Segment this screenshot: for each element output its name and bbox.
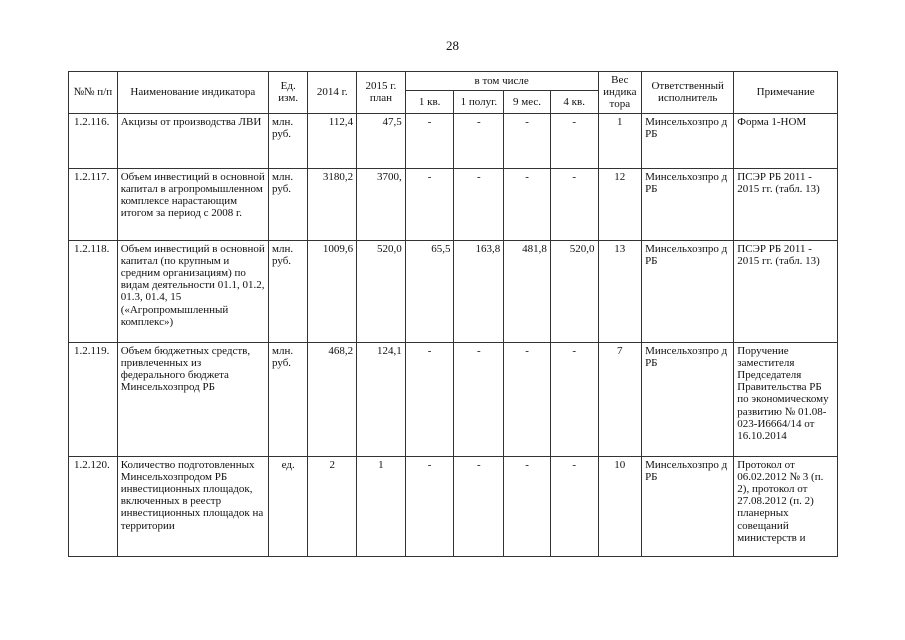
cell-h1: - <box>454 342 504 456</box>
header-9m: 9 мес. <box>504 90 551 113</box>
cell-num: 1.2.117. <box>69 168 118 240</box>
header-name: Наименование индикатора <box>117 72 268 114</box>
cell-weight: 12 <box>598 168 642 240</box>
cell-num: 1.2.116. <box>69 113 118 168</box>
page-number: 28 <box>446 38 459 53</box>
header-2014: 2014 г. <box>308 72 357 114</box>
header-h1: 1 полуг. <box>454 90 504 113</box>
cell-2014: 1009,6 <box>308 240 357 342</box>
indicators-table <box>68 71 838 557</box>
cell-unit: ед. <box>269 456 308 556</box>
cell-2014: 112,4 <box>308 113 357 168</box>
cell-note: Поручение заместителя Председателя Правительства РБ по экономическому развитию № 01.08-023-И6664/14 от 16.10.2014 <box>734 342 838 456</box>
cell-unit: млн. руб. <box>269 342 308 456</box>
cell-2015: 520,0 <box>357 240 406 342</box>
cell-weight: 1 <box>598 113 642 168</box>
header-note: Примечание <box>734 72 838 114</box>
header-weight: Вес индика тора <box>598 72 642 114</box>
cell-2015: 1 <box>357 456 406 556</box>
cell-2015: 47,5 <box>357 113 406 168</box>
cell-unit: млн. руб. <box>269 113 308 168</box>
cell-q1: - <box>405 113 454 168</box>
cell-name: Объем бюджетных средств, привлеченных из федерального бюджета Минсельхозпрод РБ <box>117 342 268 456</box>
cell-responsible: Минсельхозпро д РБ <box>642 113 734 168</box>
cell-weight: 7 <box>598 342 642 456</box>
cell-q1: - <box>405 456 454 556</box>
cell-9m: - <box>504 168 551 240</box>
cell-q4: - <box>550 113 598 168</box>
cell-note: ПСЭР РБ 2011 - 2015 гг. (табл. 13) <box>734 240 838 342</box>
cell-2015: 3700, <box>357 168 406 240</box>
cell-h1: - <box>454 456 504 556</box>
cell-q1: - <box>405 342 454 456</box>
cell-q4: - <box>550 342 598 456</box>
cell-q1: - <box>405 168 454 240</box>
cell-q4: - <box>550 456 598 556</box>
cell-name: Объем инвестиций в основной капитал (по крупным и средним организациям) по видам деятельности 01.1, 01.2, 01.3, 01.4, 15 («Агропромышленный комплекс») <box>117 240 268 342</box>
cell-responsible: Минсельхозпро д РБ <box>642 168 734 240</box>
cell-q4: 520,0 <box>550 240 598 342</box>
cell-note: Протокол от 06.02.2012 № 3 (п. 2), протокол от 27.08.2012 (п. 2) планерных совещаний министерств и <box>734 456 838 556</box>
cell-2014: 468,2 <box>308 342 357 456</box>
cell-unit: млн. руб. <box>269 168 308 240</box>
cell-q1: 65,5 <box>405 240 454 342</box>
table-row <box>69 342 838 456</box>
cell-h1: - <box>454 168 504 240</box>
cell-responsible: Минсельхозпро д РБ <box>642 240 734 342</box>
table-row <box>69 168 838 240</box>
cell-9m: - <box>504 113 551 168</box>
cell-weight: 13 <box>598 240 642 342</box>
cell-2014: 2 <box>308 456 357 556</box>
header-2015-plan: 2015 г. план <box>357 72 406 114</box>
cell-responsible: Минсельхозпро д РБ <box>642 456 734 556</box>
header-q4: 4 кв. <box>550 90 598 113</box>
cell-h1: - <box>454 113 504 168</box>
cell-9m: - <box>504 342 551 456</box>
header-unit: Ед. изм. <box>269 72 308 114</box>
cell-name: Акцизы от производства ЛВИ <box>117 113 268 168</box>
cell-unit: млн. руб. <box>269 240 308 342</box>
header-num: №№ п/п <box>69 72 118 114</box>
table-row <box>69 240 838 342</box>
table-row <box>69 113 838 168</box>
header-including: в том числе <box>405 72 598 91</box>
cell-9m: 481,8 <box>504 240 551 342</box>
table-row <box>69 456 838 556</box>
cell-h1: 163,8 <box>454 240 504 342</box>
header-q1: 1 кв. <box>405 90 454 113</box>
cell-weight: 10 <box>598 456 642 556</box>
cell-name: Объем инвестиций в основной капитал в агропромышленном комплексе нарастающим итогом за период с 2008 г. <box>117 168 268 240</box>
cell-2014: 3180,2 <box>308 168 357 240</box>
cell-9m: - <box>504 456 551 556</box>
cell-2015: 124,1 <box>357 342 406 456</box>
cell-note: ПСЭР РБ 2011 - 2015 гг. (табл. 13) <box>734 168 838 240</box>
cell-num: 1.2.120. <box>69 456 118 556</box>
cell-responsible: Минсельхозпро д РБ <box>642 342 734 456</box>
header-responsible: Ответственный исполнитель <box>642 72 734 114</box>
cell-num: 1.2.118. <box>69 240 118 342</box>
cell-note: Форма 1-НОМ <box>734 113 838 168</box>
cell-name: Количество подготовленных Минсельхозпродом РБ инвестиционных площадок, включенных в реестр инвестиционных площадок на территории <box>117 456 268 556</box>
cell-num: 1.2.119. <box>69 342 118 456</box>
cell-q4: - <box>550 168 598 240</box>
